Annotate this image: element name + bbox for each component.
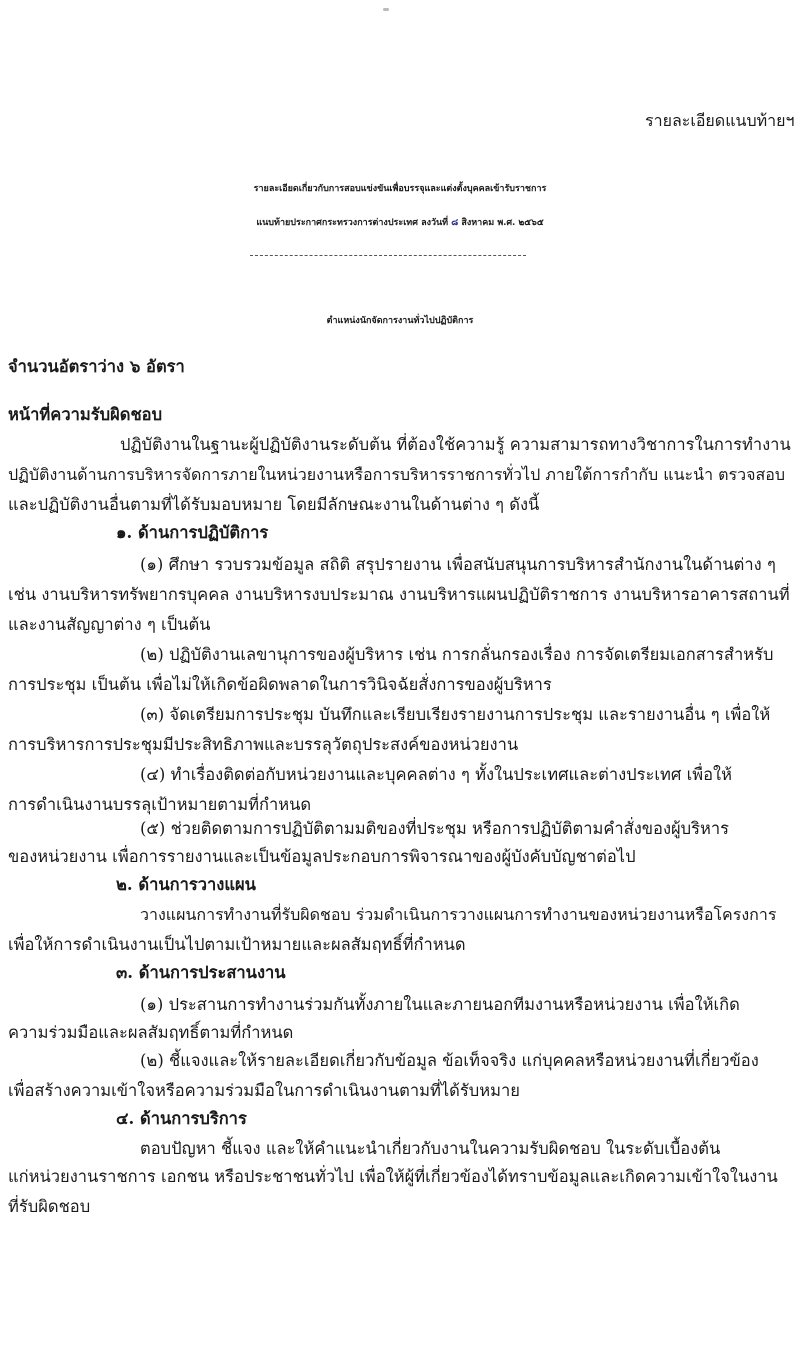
- s2-line-2: เพื่อให้การดำเนินงานเป็นไปตามเป้าหมายและผลสัมฤทธิ์ที่กำหนด: [8, 935, 466, 954]
- s2-line-1: วางแผนการทำงานที่รับผิดชอบ ร่วมดำเนินการวางแผนการทำงานของหน่วยงานหรือโครงการ: [140, 905, 777, 924]
- s1-item-1-line-1: (๑) ศึกษา รวบรวมข้อมูล สถิติ สรุปรายงาน เพื่อสนับสนุนการบริหารสำนักงานในด้านต่าง ๆ: [140, 555, 776, 574]
- s3-item-1-line-2: ความร่วมมือและผลสัมฤทธิ์ตามที่กำหนด: [8, 1023, 294, 1042]
- title-date-day: ๘: [451, 218, 459, 228]
- s1-item-3-line-2: การบริหารการประชุมมีประสิทธิภาพและบรรลุวัตถุประสงค์ของหน่วยงาน: [8, 735, 519, 754]
- header-note: รายละเอียดแนบท้ายฯ: [645, 111, 795, 130]
- s1-item-4-line-2: การดำเนินงานบรรลุเป้าหมายตามที่กำหนด: [8, 795, 312, 814]
- intro-line-3: และปฏิบัติงานอื่นตามที่ได้รับมอบหมาย โดยมีลักษณะงานในด้านต่าง ๆ ดังนี้: [8, 495, 540, 514]
- duty-heading: หน้าที่ความรับผิดชอบ: [8, 405, 163, 424]
- s4-line-2: แก่หน่วยงานราชการ เอกชน หรือประชาชนทั่วไป เพื่อให้ผู้ที่เกี่ยวข้องได้ทราบข้อมูลและเกิดความเข้าใจในงาน: [8, 1167, 778, 1186]
- intro-line-2: ปฏิบัติงานด้านการบริหารจัดการภายในหน่วยงานหรือการบริหารราชการทั่วไป ภายใต้การกำกับ แนะนำ ตรวจสอบ: [8, 465, 786, 484]
- s1-item-3-line-1: (๓) จัดเตรียมการประชุม บันทึกและเรียบเรียงรายงานการประชุม และรายงานอื่น ๆ เพื่อให้: [140, 705, 771, 724]
- s4-line-3: ที่รับผิดชอบ: [8, 1197, 91, 1216]
- title-line-1: รายละเอียดเกี่ยวกับการสอบแข่งขันเพื่อบรรจุและแต่งตั้งบุคคลเข้ารับราชการ: [253, 184, 547, 194]
- s1-item-2-line-1: (๒) ปฏิบัติงานเลขานุการของผู้บริหาร เช่น การกลั่นกรองเรื่อง การจัดเตรียมเอกสารสำหรับ: [140, 645, 774, 664]
- s3-item-1-line-1: (๑) ประสานการทำงานร่วมกันทั้งภายในและภายนอกทีมงานหรือหน่วยงาน เพื่อให้เกิด: [140, 995, 740, 1014]
- section-1-heading: ๑. ด้านการปฏิบัติการ: [116, 523, 269, 542]
- s1-item-4-line-1: (๔) ทำเรื่องติดต่อกับหน่วยงานและบุคคลต่าง ๆ ทั้งในประเทศและต่างประเทศ เพื่อให้: [140, 765, 732, 784]
- title-line-2-pre: แนบท้ายประกาศกระทรวงการต่างประเทศ ลงวันที่: [256, 218, 449, 228]
- s1-item-1-line-2: เช่น งานบริหารทรัพยากรบุคคล งานบริหารงบประมาณ งานบริหารแผนปฏิบัติราชการ งานบริหารอาคารสถานที่: [8, 585, 790, 604]
- section-4-heading: ๔. ด้านการบริการ: [116, 1109, 247, 1128]
- s1-item-1-line-3: และงานสัญญาต่าง ๆ เป็นต้น: [8, 615, 211, 634]
- intro-line-1: ปฏิบัติงานในฐานะผู้ปฏิบัติงานระดับต้น ที่ต้องใช้ความรู้ ความสามารถทางวิชาการในการทำงาน: [120, 435, 791, 454]
- title-line-2: [0, 212, 800, 234]
- s1-item-5-line-2: ของหน่วยงาน เพื่อการรายงานและเป็นข้อมูลประกอบการพิจารณาของผู้บังคับบัญชาต่อไป: [8, 847, 636, 866]
- section-2-heading: ๒. ด้านการวางแผน: [116, 875, 256, 894]
- s3-item-2-line-2: เพื่อสร้างความเข้าใจหรือความร่วมมือในการดำเนินงานตามที่ได้รับหมาย: [8, 1081, 520, 1100]
- title-line-2-post: สิงหาคม พ.ศ. ๒๕๖๕: [461, 218, 544, 228]
- section-3-heading: ๓. ด้านการประสานงาน: [116, 963, 286, 982]
- s1-item-2-line-2: การประชุม เป็นต้น เพื่อไม่ให้เกิดข้อผิดพลาดในการวินิจฉัยสั่งการของผู้บริหาร: [8, 675, 552, 694]
- vacancy-count: จำนวนอัตราว่าง ๖ อัตรา: [8, 357, 185, 376]
- position-title: ตำแหน่งนักจัดการงานทั่วไปปฏิบัติการ: [326, 316, 474, 326]
- scan-mark: [383, 8, 389, 11]
- s3-item-2-line-1: (๒) ชี้แจงและให้รายละเอียดเกี่ยวกับข้อมูล ข้อเท็จจริง แก่บุคคลหรือหน่วยงานที่เกี่ยวข้อง: [140, 1051, 759, 1070]
- s1-item-5-line-1: (๕) ช่วยติดตามการปฏิบัติตามมติของที่ประชุม หรือการปฏิบัติตามคำสั่งของผู้บริหาร: [140, 819, 730, 838]
- title-divider: [250, 255, 526, 256]
- s4-line-1: ตอบปัญหา ชี้แจง และให้คำแนะนำเกี่ยวกับงานในความรับผิดชอบ ในระดับเบื้องต้น: [140, 1139, 721, 1158]
